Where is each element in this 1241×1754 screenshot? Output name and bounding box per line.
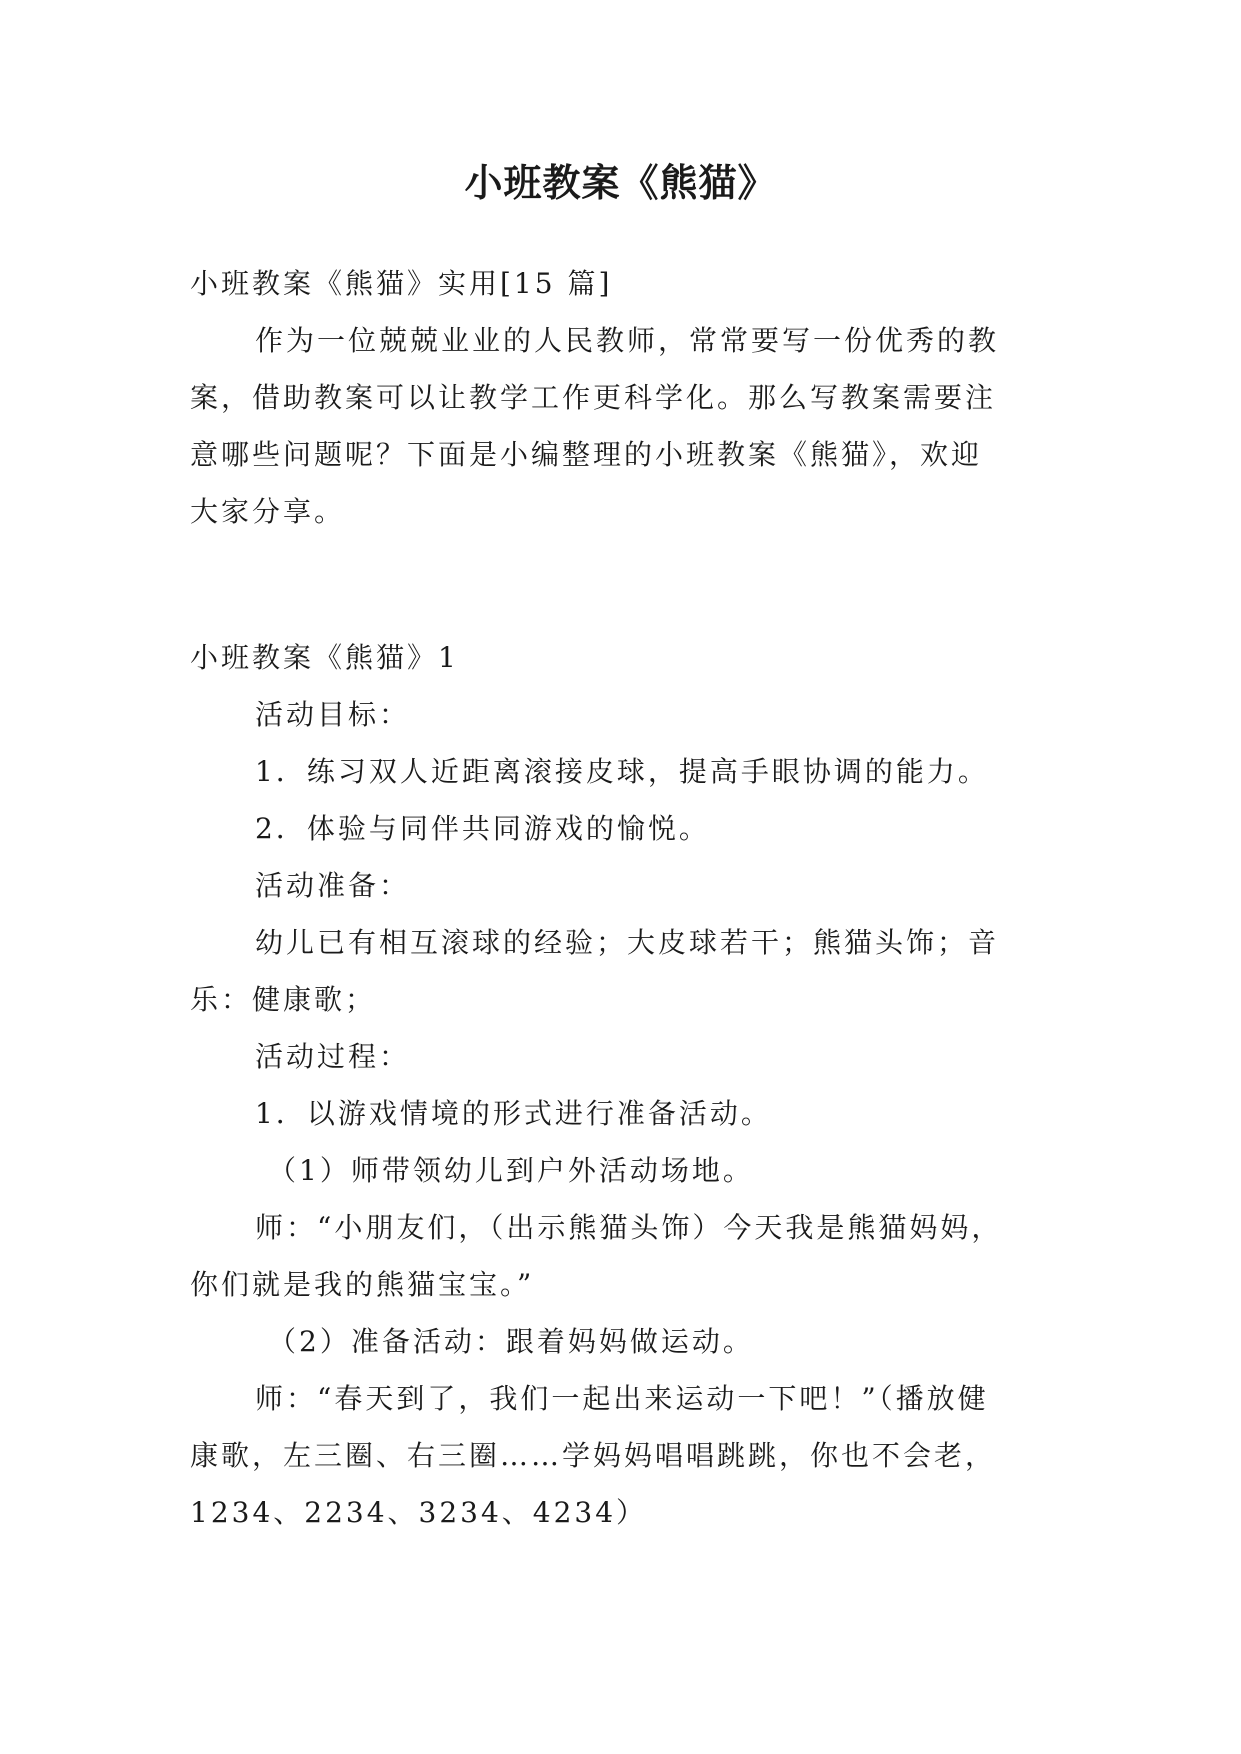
intro-line: 意哪些问题呢？下面是小编整理的小班教案《熊猫》，欢迎 [190,438,983,471]
intro-line: 作为一位兢兢业业的人民教师，常常要写一份优秀的教 [255,324,1000,357]
document-title: 小班教案《熊猫》 [464,161,777,205]
body-line: 师：“小朋友们，（出示熊猫头饰）今天我是熊猫妈妈， [255,1211,1003,1244]
body-line: （1）师带领幼儿到户外活动场地。 [268,1154,754,1187]
subtitle-line: 小班教案《熊猫》实用[15 篇] [190,267,613,300]
section-heading: 小班教案《熊猫》1 [190,641,459,674]
body-line: 活动目标： [255,698,411,731]
body-line: 康歌，左三圈、右三圈……学妈妈唱唱跳跳，你也不会老， [190,1439,997,1472]
intro-line: 大家分享。 [190,495,346,528]
body-line: （2）准备活动：跟着妈妈做运动。 [268,1325,754,1358]
body-line: 活动过程： [255,1040,411,1073]
intro-line: 案，借助教案可以让教学工作更科学化。那么写教案需要注 [190,381,997,414]
body-line: 1．练习双人近距离滚接皮球，提高手眼协调的能力。 [255,755,989,788]
body-line: 2．体验与同伴共同游戏的愉悦。 [255,812,710,845]
body-line: 1234、2234、3234、4234） [190,1496,648,1529]
body-line: 你们就是我的熊猫宝宝。” [190,1268,535,1301]
body-line: 乐：健康歌； [190,983,377,1016]
body-line: 师：“春天到了，我们一起出来运动一下吧！”（播放健 [255,1382,989,1415]
body-line: 活动准备： [255,869,411,902]
body-line: 1．以游戏情境的形式进行准备活动。 [255,1097,772,1130]
body-line: 幼儿已有相互滚球的经验；大皮球若干；熊猫头饰；音 [255,926,1000,959]
